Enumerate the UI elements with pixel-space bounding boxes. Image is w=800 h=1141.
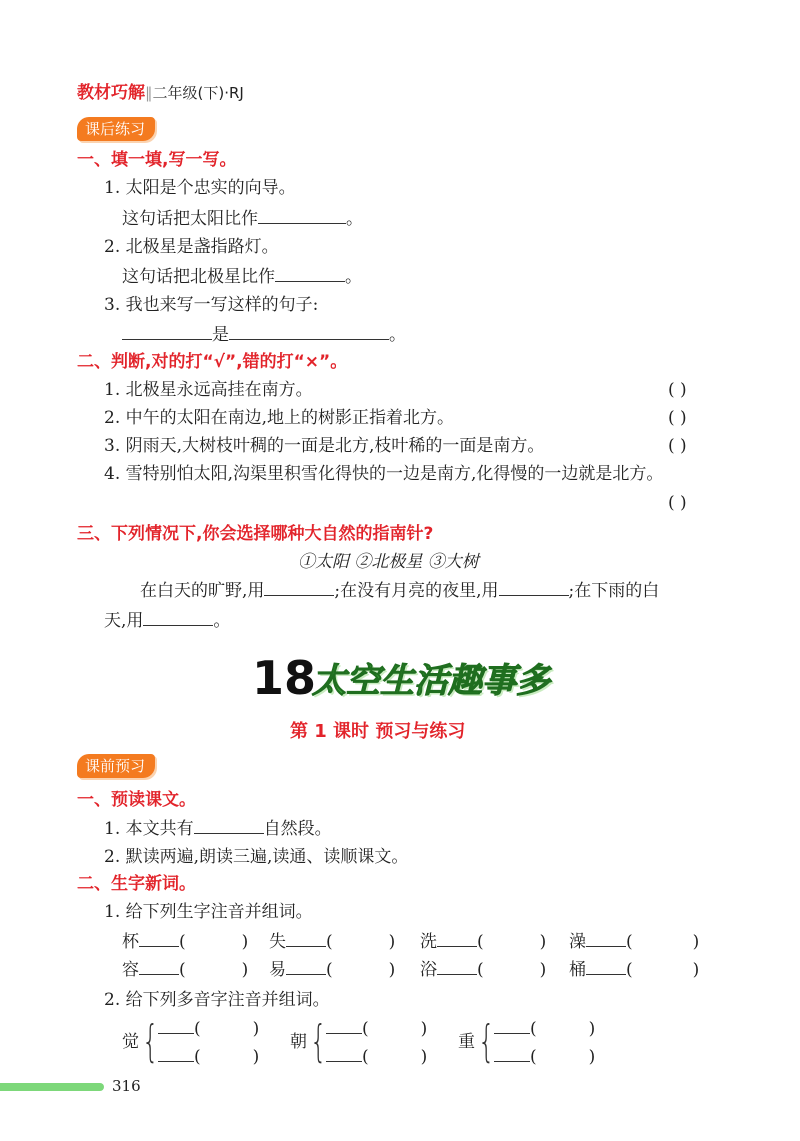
prep-q1-heading: 一、预读课文。 — [77, 790, 196, 810]
q3-heading: 三、下列情况下,你会选择哪种大自然的指南针? — [77, 524, 434, 544]
answer-blank[interactable] — [437, 957, 477, 975]
left-brace-icon: { — [478, 1016, 495, 1067]
judge-answer-1[interactable]: ( ) — [668, 380, 687, 400]
footer-bar — [0, 1083, 104, 1091]
judge-item-1: 1. 北极星永远高挂在南方。 — [104, 380, 313, 400]
preview-badge: 课前预习 — [77, 754, 155, 778]
answer-blank[interactable] — [264, 578, 334, 596]
prep-q2-line2: 2. 给下列多音字注音并组词。 — [104, 990, 330, 1010]
lesson-title: 太空生活趣事多 — [312, 661, 550, 701]
q2-heading: 二、判断,对的打“√”,错的打“×”。 — [77, 352, 348, 372]
answer-blank[interactable] — [229, 322, 389, 340]
answer-blank[interactable] — [258, 206, 346, 224]
q1-line1: 1. 太阳是个忠实的向导。 — [104, 178, 296, 198]
judge-item-2: 2. 中午的太阳在南边,地上的树影正指着北方。 — [104, 408, 455, 428]
q3-para-line1: 在白天的旷野,用 ;在没有月亮的夜里,用 ;在下雨的白 — [140, 578, 659, 603]
header-subtitle: 二年级(下)·RJ — [152, 84, 244, 102]
lesson-subtitle: 第 1 课时 预习与练习 — [290, 721, 466, 742]
answer-blank[interactable] — [494, 1044, 530, 1062]
left-brace-icon: { — [142, 1016, 159, 1067]
prep-q2-line1: 1. 给下列生字注音并组词。 — [104, 902, 313, 922]
q1-line3: 2. 北极星是盏指路灯。 — [104, 237, 279, 257]
prep-q2-heading: 二、生字新词。 — [77, 874, 196, 894]
q3-para-line2: 天,用 。 — [104, 608, 230, 633]
q1-line2: 这句话把太阳比作 。 — [122, 206, 363, 231]
answer-blank[interactable] — [122, 322, 212, 340]
answer-blank[interactable] — [194, 816, 264, 834]
header-divider: ‖ — [145, 84, 153, 102]
judge-answer-2[interactable]: ( ) — [668, 408, 687, 428]
answer-blank[interactable] — [139, 957, 179, 975]
answer-blank[interactable] — [586, 929, 626, 947]
after-class-badge: 课后练习 — [77, 117, 155, 141]
answer-blank[interactable] — [586, 957, 626, 975]
answer-blank[interactable] — [286, 957, 326, 975]
q1-heading: 一、填一填,写一写。 — [77, 150, 237, 170]
judge-answer-3[interactable]: ( ) — [668, 436, 687, 456]
book-title: 教材巧解 — [77, 83, 145, 103]
answer-blank[interactable] — [326, 1044, 362, 1062]
judge-item-4: 4. 雪特别怕太阳,沟渠里积雪化得快的一边是南方,化得慢的一边就是北方。 — [104, 464, 664, 484]
judge-answer-4[interactable]: ( ) — [668, 493, 687, 513]
lesson-number: 18 — [252, 651, 317, 705]
answer-blank[interactable] — [158, 1044, 194, 1062]
answer-blank[interactable] — [494, 1016, 530, 1034]
page-number: 316 — [112, 1077, 141, 1095]
answer-blank[interactable] — [326, 1016, 362, 1034]
answer-blank[interactable] — [286, 929, 326, 947]
q1-line5: 3. 我也来写一写这样的句子: — [104, 295, 319, 315]
answer-blank[interactable] — [275, 264, 345, 282]
header — [77, 78, 244, 103]
prep-q1-line1: 1. 本文共有 自然段。 — [104, 816, 332, 841]
answer-blank[interactable] — [139, 929, 179, 947]
q1-line6: 是 。 — [122, 322, 406, 347]
judge-item-3: 3. 阴雨天,大树枝叶稠的一面是北方,枝叶稀的一面是南方。 — [104, 436, 545, 456]
answer-blank[interactable] — [499, 578, 569, 596]
q3-options: ①太阳 ②北极星 ③大树 — [298, 552, 479, 572]
answer-blank[interactable] — [143, 608, 213, 626]
answer-blank[interactable] — [437, 929, 477, 947]
answer-blank[interactable] — [158, 1016, 194, 1034]
prep-q1-line2: 2. 默读两遍,朗读三遍,读通、读顺课文。 — [104, 847, 409, 867]
left-brace-icon: { — [310, 1016, 327, 1067]
q1-line4: 这句话把北极星比作 。 — [122, 264, 362, 289]
